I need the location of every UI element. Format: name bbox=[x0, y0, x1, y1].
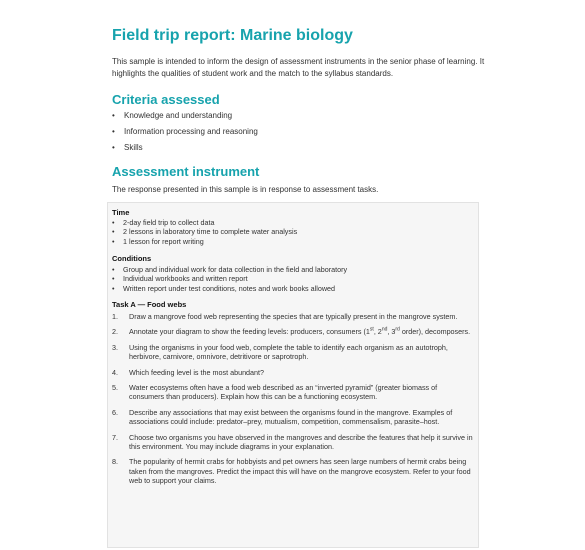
conditions-list bbox=[112, 265, 347, 293]
criteria-heading: Criteria assessed bbox=[112, 92, 220, 107]
list-item: 2. Annotate your diagram to show the feeding levels: producers, consumers (1st, 2nd, 3rd order), decomposers. bbox=[112, 327, 471, 337]
bullet-icon: • bbox=[112, 218, 115, 227]
list-item: 4. Which feeding level is the most abundant? bbox=[112, 367, 265, 377]
list-item: • Knowledge and understanding bbox=[112, 108, 258, 124]
bullet-icon: • bbox=[112, 227, 115, 237]
list-item: • 1 lesson for report writing bbox=[112, 236, 204, 246]
list-item: • Information processing and reasoning bbox=[112, 124, 258, 140]
time-list bbox=[112, 218, 297, 246]
page-title: Field trip report: Marine biology bbox=[112, 27, 353, 44]
list-item: • Group and individual work for data collection in the field and laboratory bbox=[112, 265, 348, 274]
bullet-icon: • bbox=[112, 111, 115, 120]
list-item: • 2 lessons in laboratory time to complete water analysis bbox=[112, 227, 298, 237]
list-item: 1. Draw a mangrove food web representing the species that are typically present in the mangrove system. bbox=[112, 312, 458, 321]
intro-paragraph: This sample is intended to inform the design of assessment instruments in the senior phase of learning. It highlights the qualities of student work and the match to the syllabus standards. bbox=[112, 57, 485, 78]
list-item: 6. Describe any associations that may exist between the organisms found in the mangrove. Examples of associations could include: predator–prey, mutualism, competition, commensalism, parasite–host. bbox=[112, 407, 453, 427]
criteria-list bbox=[112, 108, 258, 156]
bullet-icon: • bbox=[112, 143, 115, 152]
list-item: • Written report under test conditions, notes and work books allowed bbox=[112, 283, 336, 293]
list-item: • Skills bbox=[112, 140, 258, 156]
list-item: 3. Using the organisms in your food web, complete the table to identify each organism as an autotroph, herbivore, carnivore, omnivore, detritivore or saprotroph. bbox=[112, 342, 448, 362]
bullet-icon: • bbox=[112, 127, 115, 136]
list-item: • 2-day field trip to collect data bbox=[112, 218, 215, 227]
bullet-icon: • bbox=[112, 283, 115, 293]
list-item: 7. Choose two organisms you have observed in the mangroves and describe the features that help it survive in this environment. You may include diagrams in your explanation. bbox=[112, 432, 473, 452]
conditions-heading: Conditions bbox=[112, 254, 152, 263]
task-a-heading: Task A — Food webs bbox=[112, 300, 187, 309]
time-heading: Time bbox=[112, 208, 130, 217]
task-list bbox=[112, 312, 474, 492]
response-text: The response presented in this sample is in response to assessment tasks. bbox=[112, 185, 379, 194]
list-item: • Individual workbooks and written report bbox=[112, 274, 248, 284]
list-item: 8. The popularity of hermit crabs for hobbyists and pet owners has seen large numbers of hermit crabs being taken from the mangroves. Predict the impact this will have on the mangrove ecosystem. Refer to your food web to support your claims. bbox=[112, 457, 471, 486]
bullet-icon: • bbox=[112, 274, 115, 284]
bullet-icon: • bbox=[112, 236, 115, 246]
list-item: 5. Water ecosystems often have a food web described as an “inverted pyramid” (greater biomass of consumers than producers). Explain how this can be a functioning ecosystem. bbox=[112, 383, 438, 402]
assessment-heading: Assessment instrument bbox=[112, 164, 260, 179]
bullet-icon: • bbox=[112, 265, 115, 274]
